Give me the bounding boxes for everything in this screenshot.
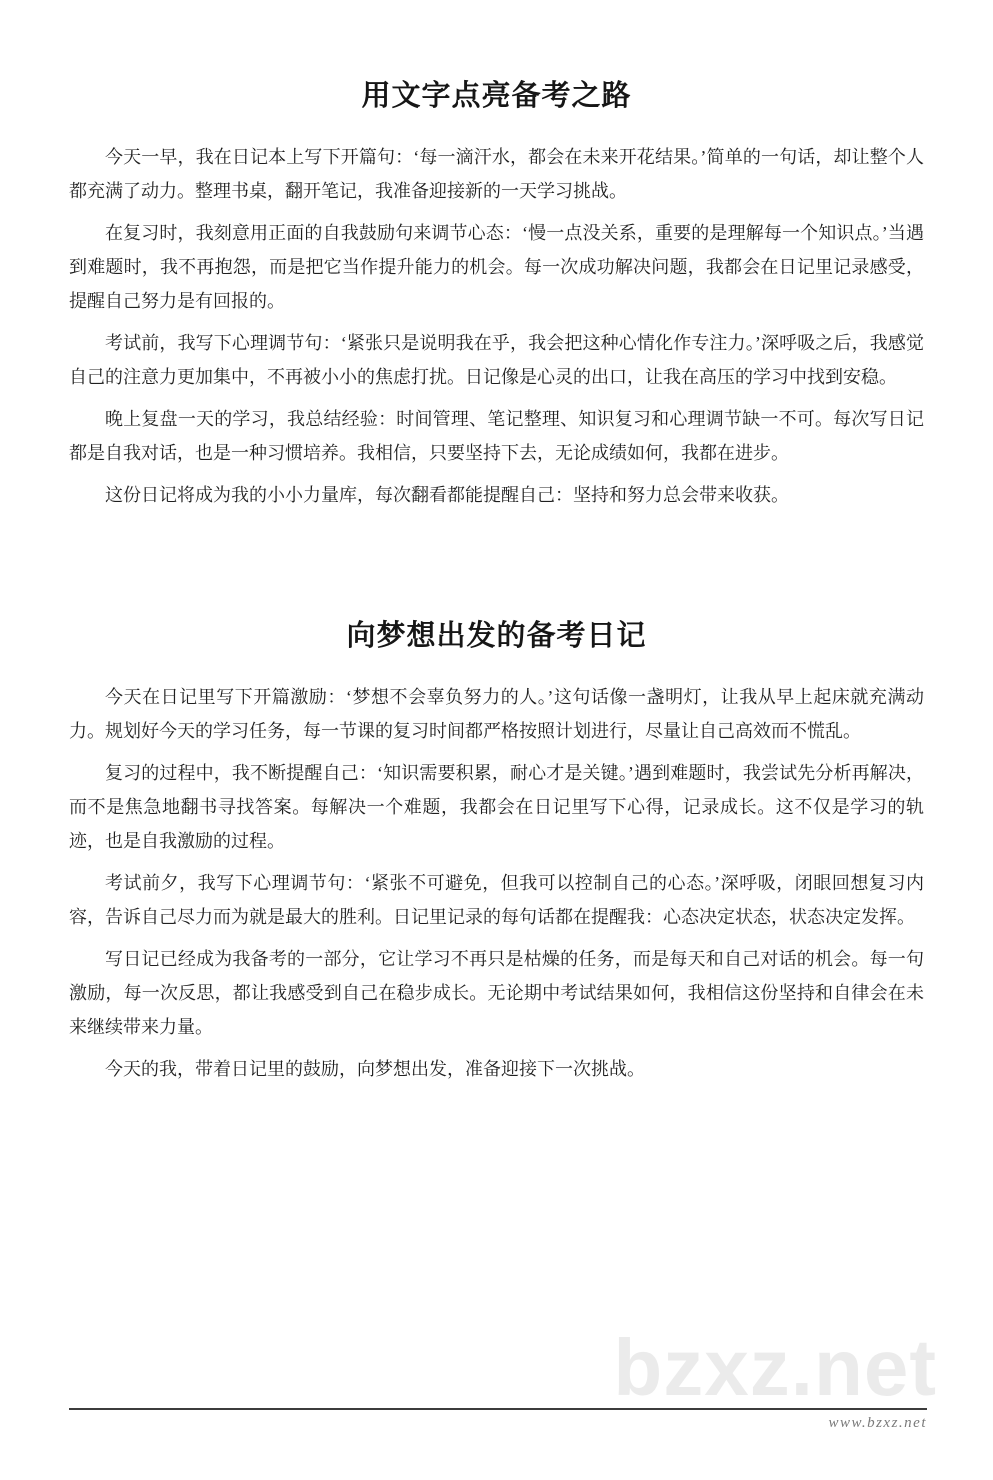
- essay-1-title: 用文字点亮备考之路: [361, 80, 632, 112]
- footer-site-url: www.bzxz.net: [828, 1415, 927, 1431]
- essay-1-paragraph-3: 考试前，我写下心理调节句：‘紧张只是说明我在乎，我会把这种心情化作专注力。’深呼吸之后，我感觉自己的注意力更加集中，不再被小小的焦虑打扰。日记像是心灵的出口，让我在高压的学习中找到安稳。: [69, 333, 924, 387]
- essay-2-paragraph-1: 今天在日记里写下开篇激励：‘梦想不会辜负努力的人。’这句话像一盏明灯，让我从早上起床就充满动力。规划好今天的学习任务，每一节课的复习时间都严格按照计划进行，尽量让自己高效而不慌乱。: [69, 687, 924, 741]
- essay-2-paragraph-2: 复习的过程中，我不断提醒自己：‘知识需要积累，耐心才是关键。’遇到难题时，我尝试先分析再解决，而不是焦急地翻书寻找答案。每解决一个难题，我都会在日记里写下心得，记录成长。这不仅是学习的轨迹，也是自我激励的过程。: [69, 763, 924, 851]
- essay-1-paragraph-1: 今天一早，我在日记本上写下开篇句：‘每一滴汗水，都会在未来开花结果。’简单的一句话，却让整个人都充满了动力。整理书桌，翻开笔记，我准备迎接新的一天学习挑战。: [69, 147, 924, 201]
- essay-2-paragraph-4: 写日记已经成为我备考的一部分，它让学习不再只是枯燥的任务，而是每天和自己对话的机会。每一句激励，每一次反思，都让我感受到自己在稳步成长。无论期中考试结果如何，我相信这份坚持和自律会在未来继续带来力量。: [69, 949, 924, 1037]
- essay-2-paragraph-3: 考试前夕，我写下心理调节句：‘紧张不可避免，但我可以控制自己的心态。’深呼吸，闭眼回想复习内容，告诉自己尽力而为就是最大的胜利。日记里记录的每句话都在提醒我：心态决定状态，状态决定发挥。: [69, 873, 924, 927]
- document-page: [69, 76, 924, 1086]
- watermark-logo: bzxz.net: [613, 1323, 937, 1412]
- essay-2-title: 向梦想出发的备考日记: [346, 620, 647, 652]
- essay-2-paragraph-5: 今天的我，带着日记里的鼓励，向梦想出发，准备迎接下一次挑战。: [105, 1059, 645, 1079]
- essay-1: [69, 76, 924, 512]
- essay-1-paragraph-5: 这份日记将成为我的小小力量库，每次翻看都能提醒自己：坚持和努力总会带来收获。: [105, 485, 789, 505]
- footer-divider: [69, 1408, 927, 1410]
- essay-1-paragraph-4: 晚上复盘一天的学习，我总结经验：时间管理、笔记整理、知识复习和心理调节缺一不可。每次写日记都是自我对话，也是一种习惯培养。我相信，只要坚持下去，无论成绩如何，我都在进步。: [69, 409, 924, 463]
- essay-1-paragraph-2: 在复习时，我刻意用正面的自我鼓励句来调节心态：‘慢一点没关系，重要的是理解每一个知识点。’当遇到难题时，我不再抱怨，而是把它当作提升能力的机会。每一次成功解决问题，我都会在日记里记录感受，提醒自己努力是有回报的。: [69, 223, 924, 311]
- essay-2: [69, 616, 924, 1086]
